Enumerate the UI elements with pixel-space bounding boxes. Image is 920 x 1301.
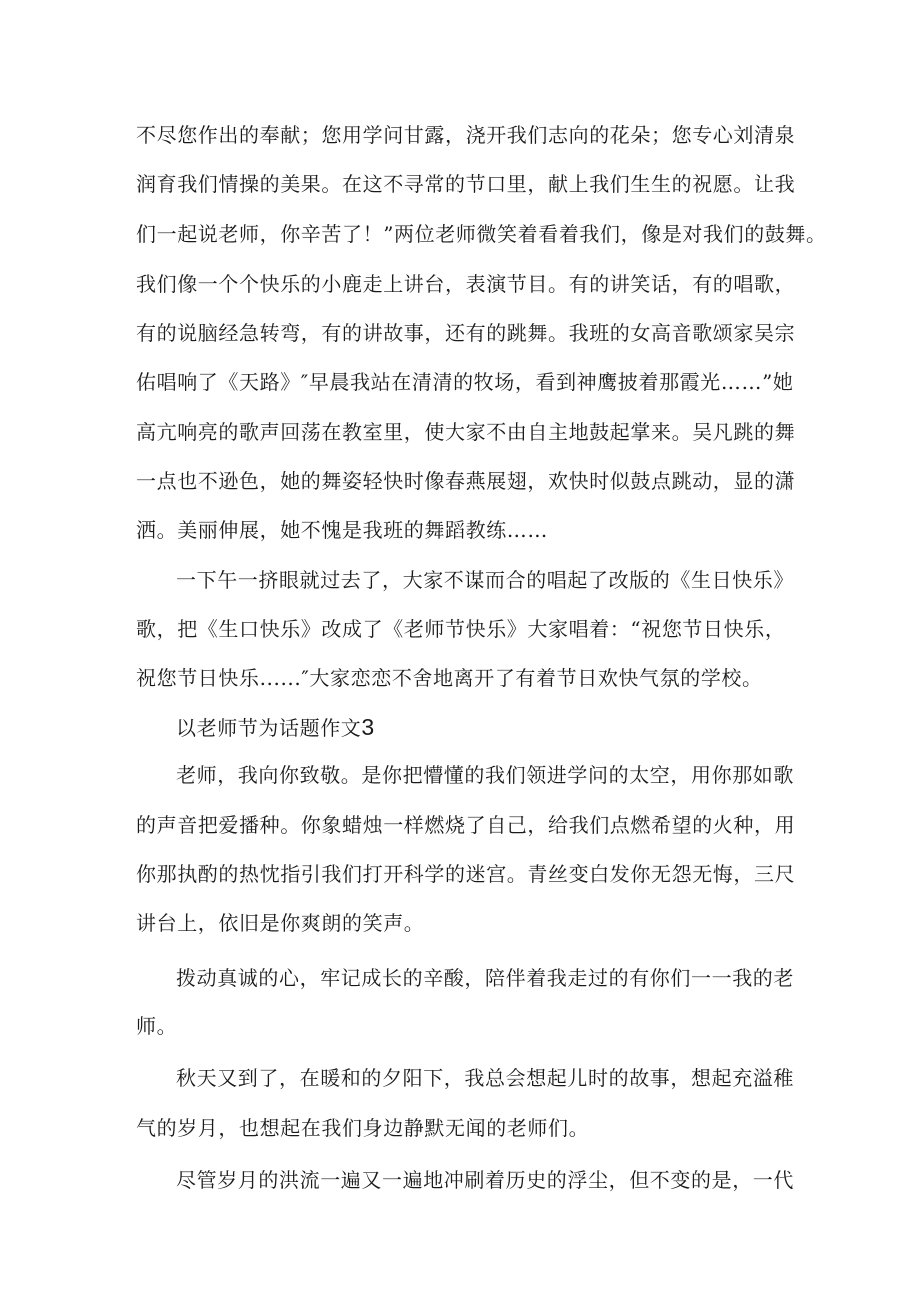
text-line: 拨动真诚的心，牢记成长的辛酸，陪伴着我走过的有你们一一我的老 xyxy=(176,966,794,990)
text-line: 老师，我向你致敬。是你把懵懂的我们领进学问的太空，用你那如歌 xyxy=(176,763,794,787)
text-line: 们一起说老师，你辛苦了！”两位老师微笑着看着我们，像是对我们的鼓舞。 xyxy=(136,222,827,246)
text-line: 洒。美丽伸展，她不愧是我班的舞蹈教练…… xyxy=(136,518,548,542)
text-line: 的声音把爱播种。你象蜡烛一样燃烧了自己，给我们点燃希望的火种，用 xyxy=(136,813,796,837)
section-heading xyxy=(176,713,375,742)
text-line: 我们像一个个快乐的小鹿走上讲台，表演节目。有的讲笑话，有的唱歌， xyxy=(136,272,796,296)
text-line: 尽管岁月的洪流一遍又一遍地冲刷着历史的浮尘，但不变的是，一代 xyxy=(176,1168,794,1192)
text-line: 润育我们情操的美果。在这不寻常的节口里，献上我们生生的祝愿。让我 xyxy=(136,172,796,196)
text-line: 一下午一挤眼就过去了，大家不谋而合的唱起了改版的《生日快乐》 xyxy=(176,568,794,592)
text-line: 气的岁月，也想起在我们身边静默无闻的老师们。 xyxy=(136,1116,590,1140)
text-line: 歌，把《生口快乐》改成了《老师节快乐》大家唱着：“祝您节日快乐， xyxy=(136,617,786,641)
text-line: 讲台上，依旧是你爽朗的笑声。 xyxy=(136,911,425,935)
text-line: 秋天又到了，在暖和的夕阳下，我总会想起儿时的故事，想起充溢稚 xyxy=(176,1066,794,1090)
text-line: 祝您节日快乐......″大家恋恋不舍地离开了有着节日欢快气氛的学校。 xyxy=(136,666,763,690)
text-line: 高亢响亮的歌声回荡在教室里，使大家不由自主地鼓起掌来。吴凡跳的舞 xyxy=(136,420,796,444)
text-line: 一点也不逊色，她的舞姿轻快时像春燕展翅，欢快时似鼓点跳动，显的潇 xyxy=(136,469,796,493)
text-line: 佑唱响了《天路》″早晨我站在清清的牧场，看到神鹰披着那霞光……”她 xyxy=(136,370,794,394)
heading-text: 以老师节为话题作文 xyxy=(176,716,362,740)
heading-number: 3 xyxy=(361,714,375,740)
text-line: 不尽您作出的奉献；您用学问甘露，浇开我们志向的花朵；您专心刘清泉 xyxy=(136,123,796,147)
text-line: 有的说脑经急转弯，有的讲故事，还有的跳舞。我班的女高音歌颂家吴宗 xyxy=(136,321,796,345)
text-line: 你那执酌的热忱指引我们打开科学的迷宫。青丝变白发你无怨无悔，三尺 xyxy=(136,862,796,886)
text-line: 师。 xyxy=(136,1014,178,1038)
